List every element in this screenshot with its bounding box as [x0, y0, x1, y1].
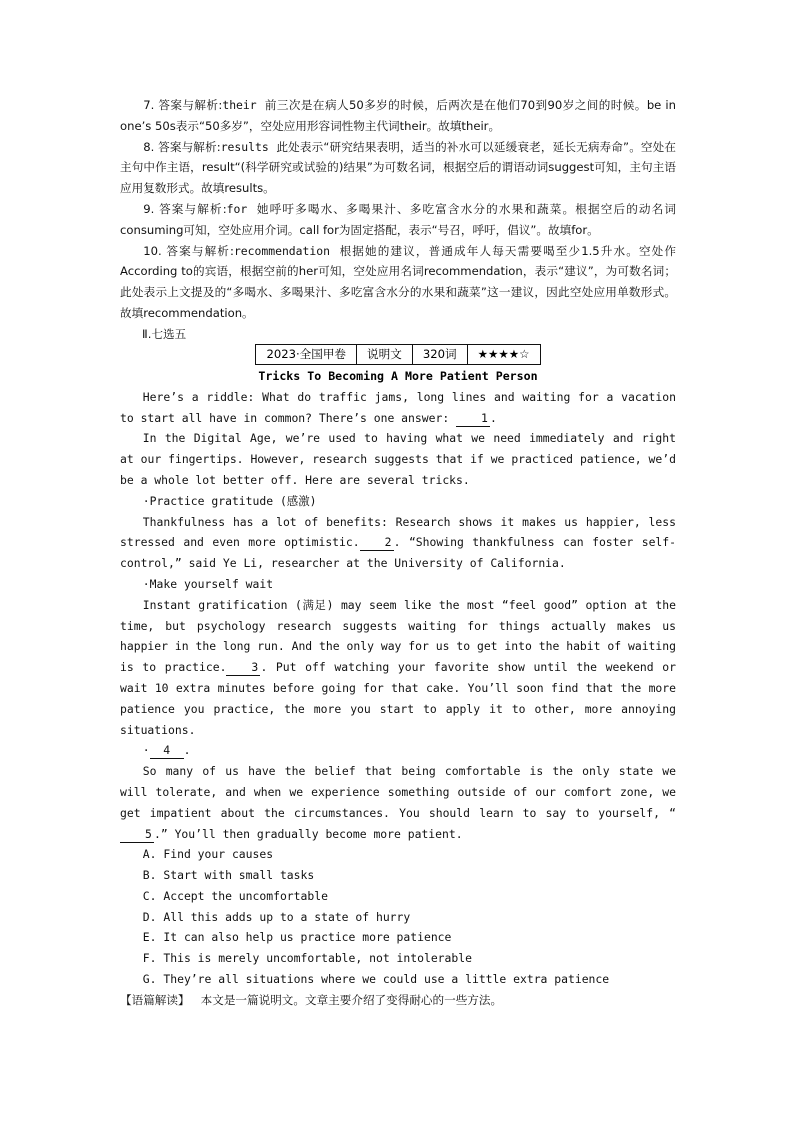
answer-label: 8. 答案与解析:: [143, 139, 221, 154]
passage-info-table: [255, 344, 540, 365]
option-d: D. All this adds up to a state of hurry: [142, 909, 411, 924]
paragraph-text: Instant gratification (满足) may seem like the most “feel good” option at the time, but psychology research suggests waiting for things actually makes us happier in the long run. And the only way for us to get into the habit of waiting is to practice.: [120, 597, 676, 675]
passage-paragraph: [120, 595, 676, 741]
blank-2: 2: [360, 535, 394, 551]
passage-title: Tricks To Becoming A More Patient Person: [258, 368, 538, 383]
answer-label: 7. 答案与解析:: [143, 98, 223, 112]
blank-5: 5: [120, 827, 154, 843]
answer-explanation: 此处表示“研究结果表明，适当的补水可以延缓衰老，延长无病寿命”。空处在主句中作主语，result“(科学研究或试验的)结果”为可数名词，根据空后的谓语动词suggest可知，主句主语应用复数形式。故填results。: [120, 139, 677, 196]
analysis-text: 本文是一篇说明文。文章主要介绍了变得耐心的一些方法。: [200, 992, 503, 1007]
genre-cell: 说明文: [357, 344, 413, 364]
analysis-label: 【语篇解读】: [120, 992, 190, 1007]
answer-explanation: 她呼吁多喝水、多喝果汁、多吃富含水分的水果和蔬菜。根据空后的动名词consuming可知，空处应用介词。call for为固定搭配，表示“号召，呼吁，倡议”。故填for。: [120, 201, 676, 237]
passage-paragraph: [120, 761, 676, 844]
answer-key: recommendation: [233, 243, 330, 258]
answer-key: results: [220, 139, 269, 154]
answer-key: their: [222, 98, 257, 112]
answer-key: for: [226, 201, 248, 216]
paragraph-text: . Put off watching your favorite show until the weekend or wait 10 extra minutes before going for that cake. You’ll soon find that the more patience you practice, the more you start to apply it to other, more annoying situations.: [120, 660, 676, 737]
answer-9: [120, 199, 676, 241]
section-heading: Ⅱ.七选五: [142, 326, 187, 341]
answer-explanation: 前三次是在病人50多岁的时候，后两次是在他们70到90岁之间的时候。be in one’s 50s表示“50多岁”，空处应用形容词性物主代词their。故填their。: [120, 98, 676, 133]
answer-label: 10. 答案与解析:: [143, 243, 234, 258]
passage-paragraph: [120, 387, 676, 429]
paragraph-text: Here’s a riddle: What do traffic jams, long lines and waiting for a vacation to start all have in common? There’s one answer:: [120, 389, 676, 425]
answer-7: [120, 95, 676, 137]
content-column: [120, 95, 676, 1011]
passage-paragraph: [120, 512, 676, 574]
subheading-wait: ·Make yourself wait: [142, 576, 274, 591]
blank-1: 1: [456, 411, 490, 427]
difficulty-stars: ★★★★☆: [467, 344, 540, 364]
option-e: E. It can also help us practice more patience: [142, 930, 452, 945]
passage-analysis: [120, 990, 676, 1011]
passage-paragraph: In the Digital Age, we’re used to having what we need immediately and right at our fingertips. However, research suggests that if we practiced patience, we’d be a whole lot better off. Here are several tricks.: [120, 431, 676, 487]
options-list: [120, 844, 676, 990]
paragraph-text: .” You’ll then gradually become more patient.: [154, 826, 463, 841]
paragraph-text: . “Showing thankfulness can foster self-control,” said Ye Li, researcher at the University of California.: [120, 535, 676, 571]
option-f: F. This is merely uncomfortable, not intolerable: [142, 951, 472, 966]
option-c: C. Accept the uncomfortable: [142, 888, 328, 903]
subheading-gratitude: ·Practice gratitude (感激): [142, 493, 317, 508]
paragraph-text: .: [490, 410, 497, 425]
paragraph-text: Thankfulness has a lot of benefits: Research shows it makes us happier, less stressed and even more optimistic.: [120, 514, 676, 550]
paragraph-text: .: [183, 743, 191, 758]
blank-3: 3: [226, 660, 260, 676]
bullet-dot: ·: [142, 743, 150, 758]
answer-explanation: 根据她的建议，普通成年人每天需要喝至少1.5升水。空处作According to的宾语，根据空前的her可知，空处应用名词recommendation，表示“建议”，为可数名词；此处表示上文提及的“多喝水、多喝果汁、多吃富含水分的水果和蔬菜”这一建议，因此空处应用单数形式。故填recommendation。: [120, 243, 676, 320]
answer-label: 9. 答案与解析:: [143, 201, 227, 216]
answer-10: [120, 241, 676, 324]
option-a: A. Find your causes: [142, 847, 274, 862]
subheading-blank-4: [120, 740, 676, 761]
answer-8: [120, 137, 676, 199]
word-count-cell: 320词: [412, 344, 467, 364]
paragraph-text: So many of us have the belief that being comfortable is the only state we will tolerate, and when we experience something outside of our comfort zone, we get impatient about the circumstances. You should learn to say to yourself, “: [120, 764, 676, 820]
option-g: G. They’re all situations where we could use a little extra patience: [142, 972, 610, 987]
option-b: B. Start with small tasks: [142, 868, 315, 883]
source-cell: 2023·全国甲卷: [256, 344, 357, 364]
blank-4: 4: [150, 743, 184, 759]
